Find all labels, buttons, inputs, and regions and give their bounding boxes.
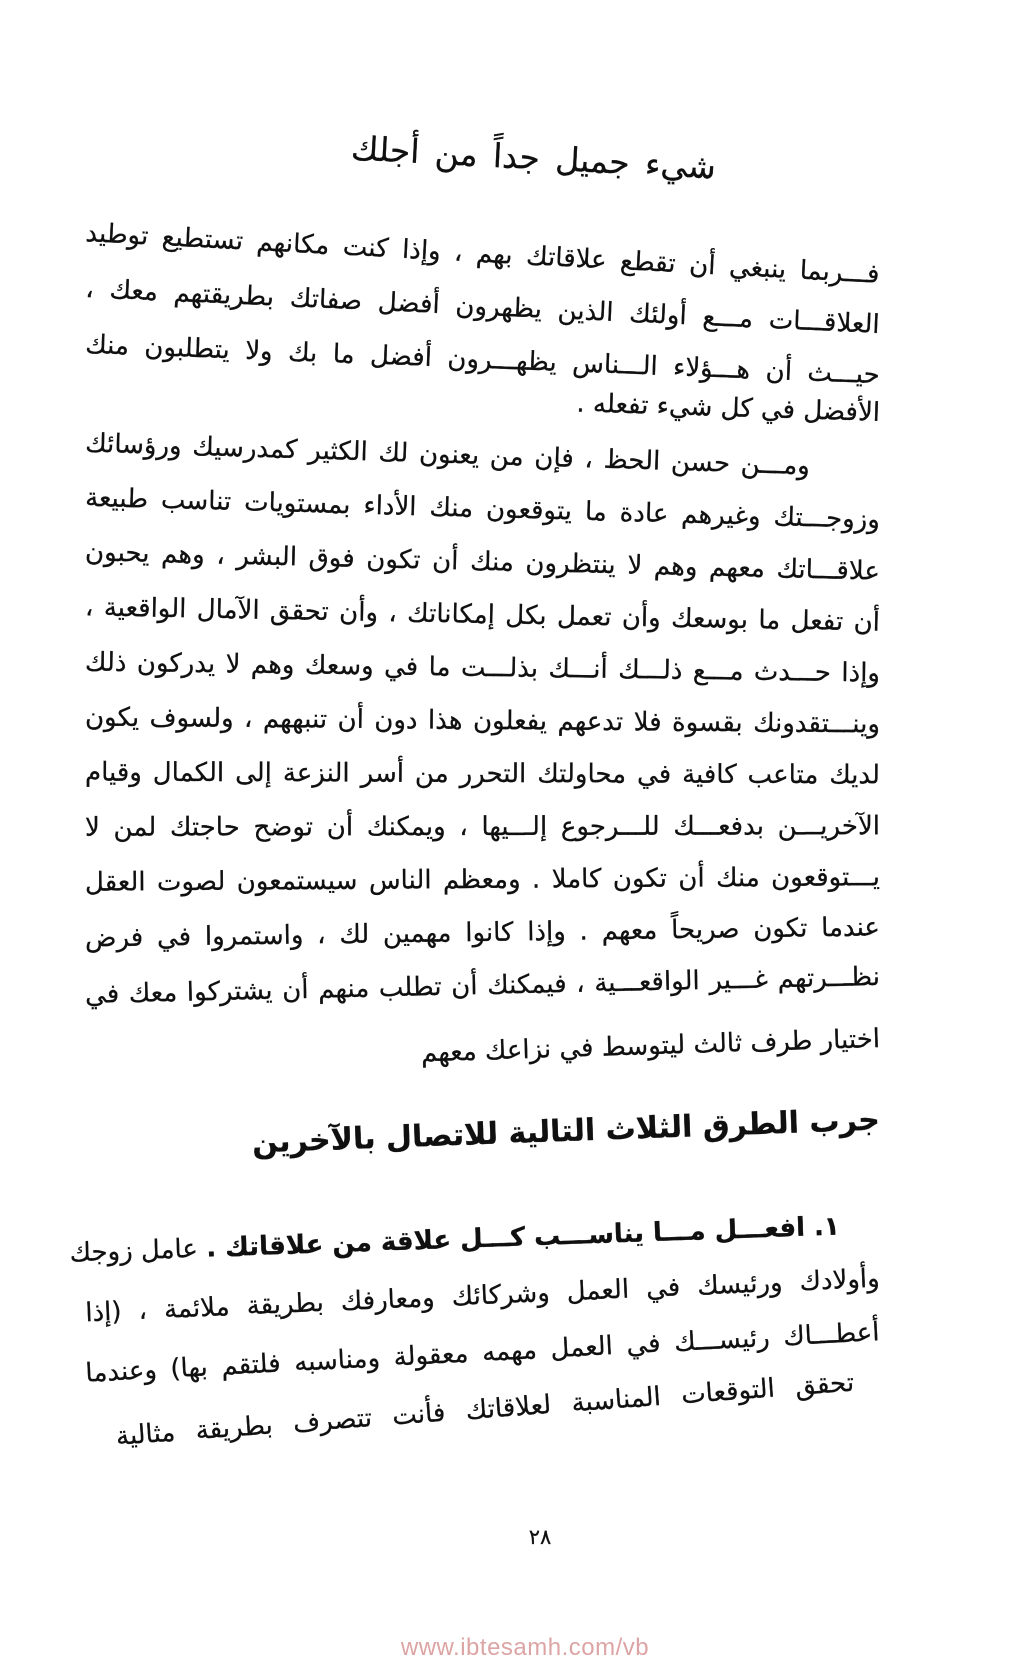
text-line: وزوجـــتك وغيرهم عادة ما يتوقعون منك الأداء بمستويات تناسب طبيعة — [84, 482, 881, 536]
text-line: تحقق التوقعات المناسبة لعلاقاتك فأنت تتصرف بطريقة مثالية — [114, 1367, 856, 1452]
item-number-and-lead: ١. افعـــل مـــا يناســـب كـــل علاقة من علاقاتك . — [205, 1211, 841, 1264]
text-line: ومـــن حسن الحظ ، فإن من يعنون لك الكثير كمدرسيك ورؤسائك — [84, 428, 811, 482]
text-line: حيـــث أن هـــؤلاء الـــناس يظهـــرون أفضل ما بك ولا يتطلبون منك — [84, 329, 881, 391]
item-lead-rest: عامل زوجك — [69, 1233, 199, 1269]
text-line: لديك متاعب كافية في محاولتك التحرر من أسر النزعة إلى الكمال وقيام — [84, 757, 881, 791]
text-line: الآخريـــن بدفعـــك للـــرجوع إلـــيها ، ويمكنك أن توضح حاجتك لمن لا — [84, 811, 881, 843]
text-line: وينـــتقدونك بقسوة فلا تدعهم يفعلون هذا دون أن تنبههم ، ولسوف يكون — [84, 702, 881, 740]
chapter-title: شيء جميل جداً من أجلك — [350, 128, 718, 187]
numbered-item-1 — [69, 1211, 881, 1452]
watermark-url: www.ibtesamh.com/vb — [400, 1634, 650, 1661]
section-heading: جرب الطرق الثلاث التالية للاتصال بالآخرين — [251, 1102, 881, 1161]
text-line: أعطـــاك رئيســـك في العمل مهمه معقولة ومناسبه فلتقم بها) وعندما — [84, 1317, 881, 1389]
text-line: وأولادك ورئيسك في العمل وشركائك ومعارفك بطريقة ملائمة ، (إذا — [84, 1263, 881, 1329]
text-line: يـــتوقعون منك أن تكون كاملا . ومعظم الناس سيستمعون لصوت العقل — [84, 862, 881, 898]
paragraph-2 — [84, 428, 881, 1069]
section-heading-wrap — [70, 1104, 880, 1160]
text-line: الأفضل في كل شيء تفعله . — [576, 388, 881, 428]
text-line: نظـــرتهم غـــير الواقعـــية ، فيمكنك أن تطلب منهم أن يشتركوا معك في — [84, 961, 881, 1011]
text-line: اختيار طرف ثالث ليتوسط في نزاعك معهم — [420, 1024, 881, 1069]
text-line: فـــربما ينبغي أن تقطع علاقاتك بهم ، وإذا كنت مكانهم تستطيع توطيد — [84, 218, 881, 290]
chapter-title-wrap — [0, 130, 1020, 186]
text-line: علاقـــاتك معهم وهم لا ينتظرون منك أن تكون فوق البشر ، وهم يحبون — [84, 537, 881, 587]
text-line: أن تفعل ما بوسعك وأن تعمل بكل إمكاناتك ، وأن تحقق الآمال الواقعية ، — [84, 592, 881, 638]
paragraph-1 — [84, 218, 881, 440]
text-line: العلاقـــات مـــع أولئك الذين يظهرون أفضل صفاتك بطريقتهم معك ، — [84, 273, 881, 341]
page-number: ٢٨ — [528, 1525, 552, 1549]
text-line: وإذا حـــدث مـــع ذلـــك أنـــك بذلـــت ما في وسعك وهم لا يدركون ذلك — [84, 647, 881, 689]
text-line: عندما تكون صريحاً معهم . وإذا كانوا مهمين لك ، واستمروا في فرض — [84, 912, 881, 954]
